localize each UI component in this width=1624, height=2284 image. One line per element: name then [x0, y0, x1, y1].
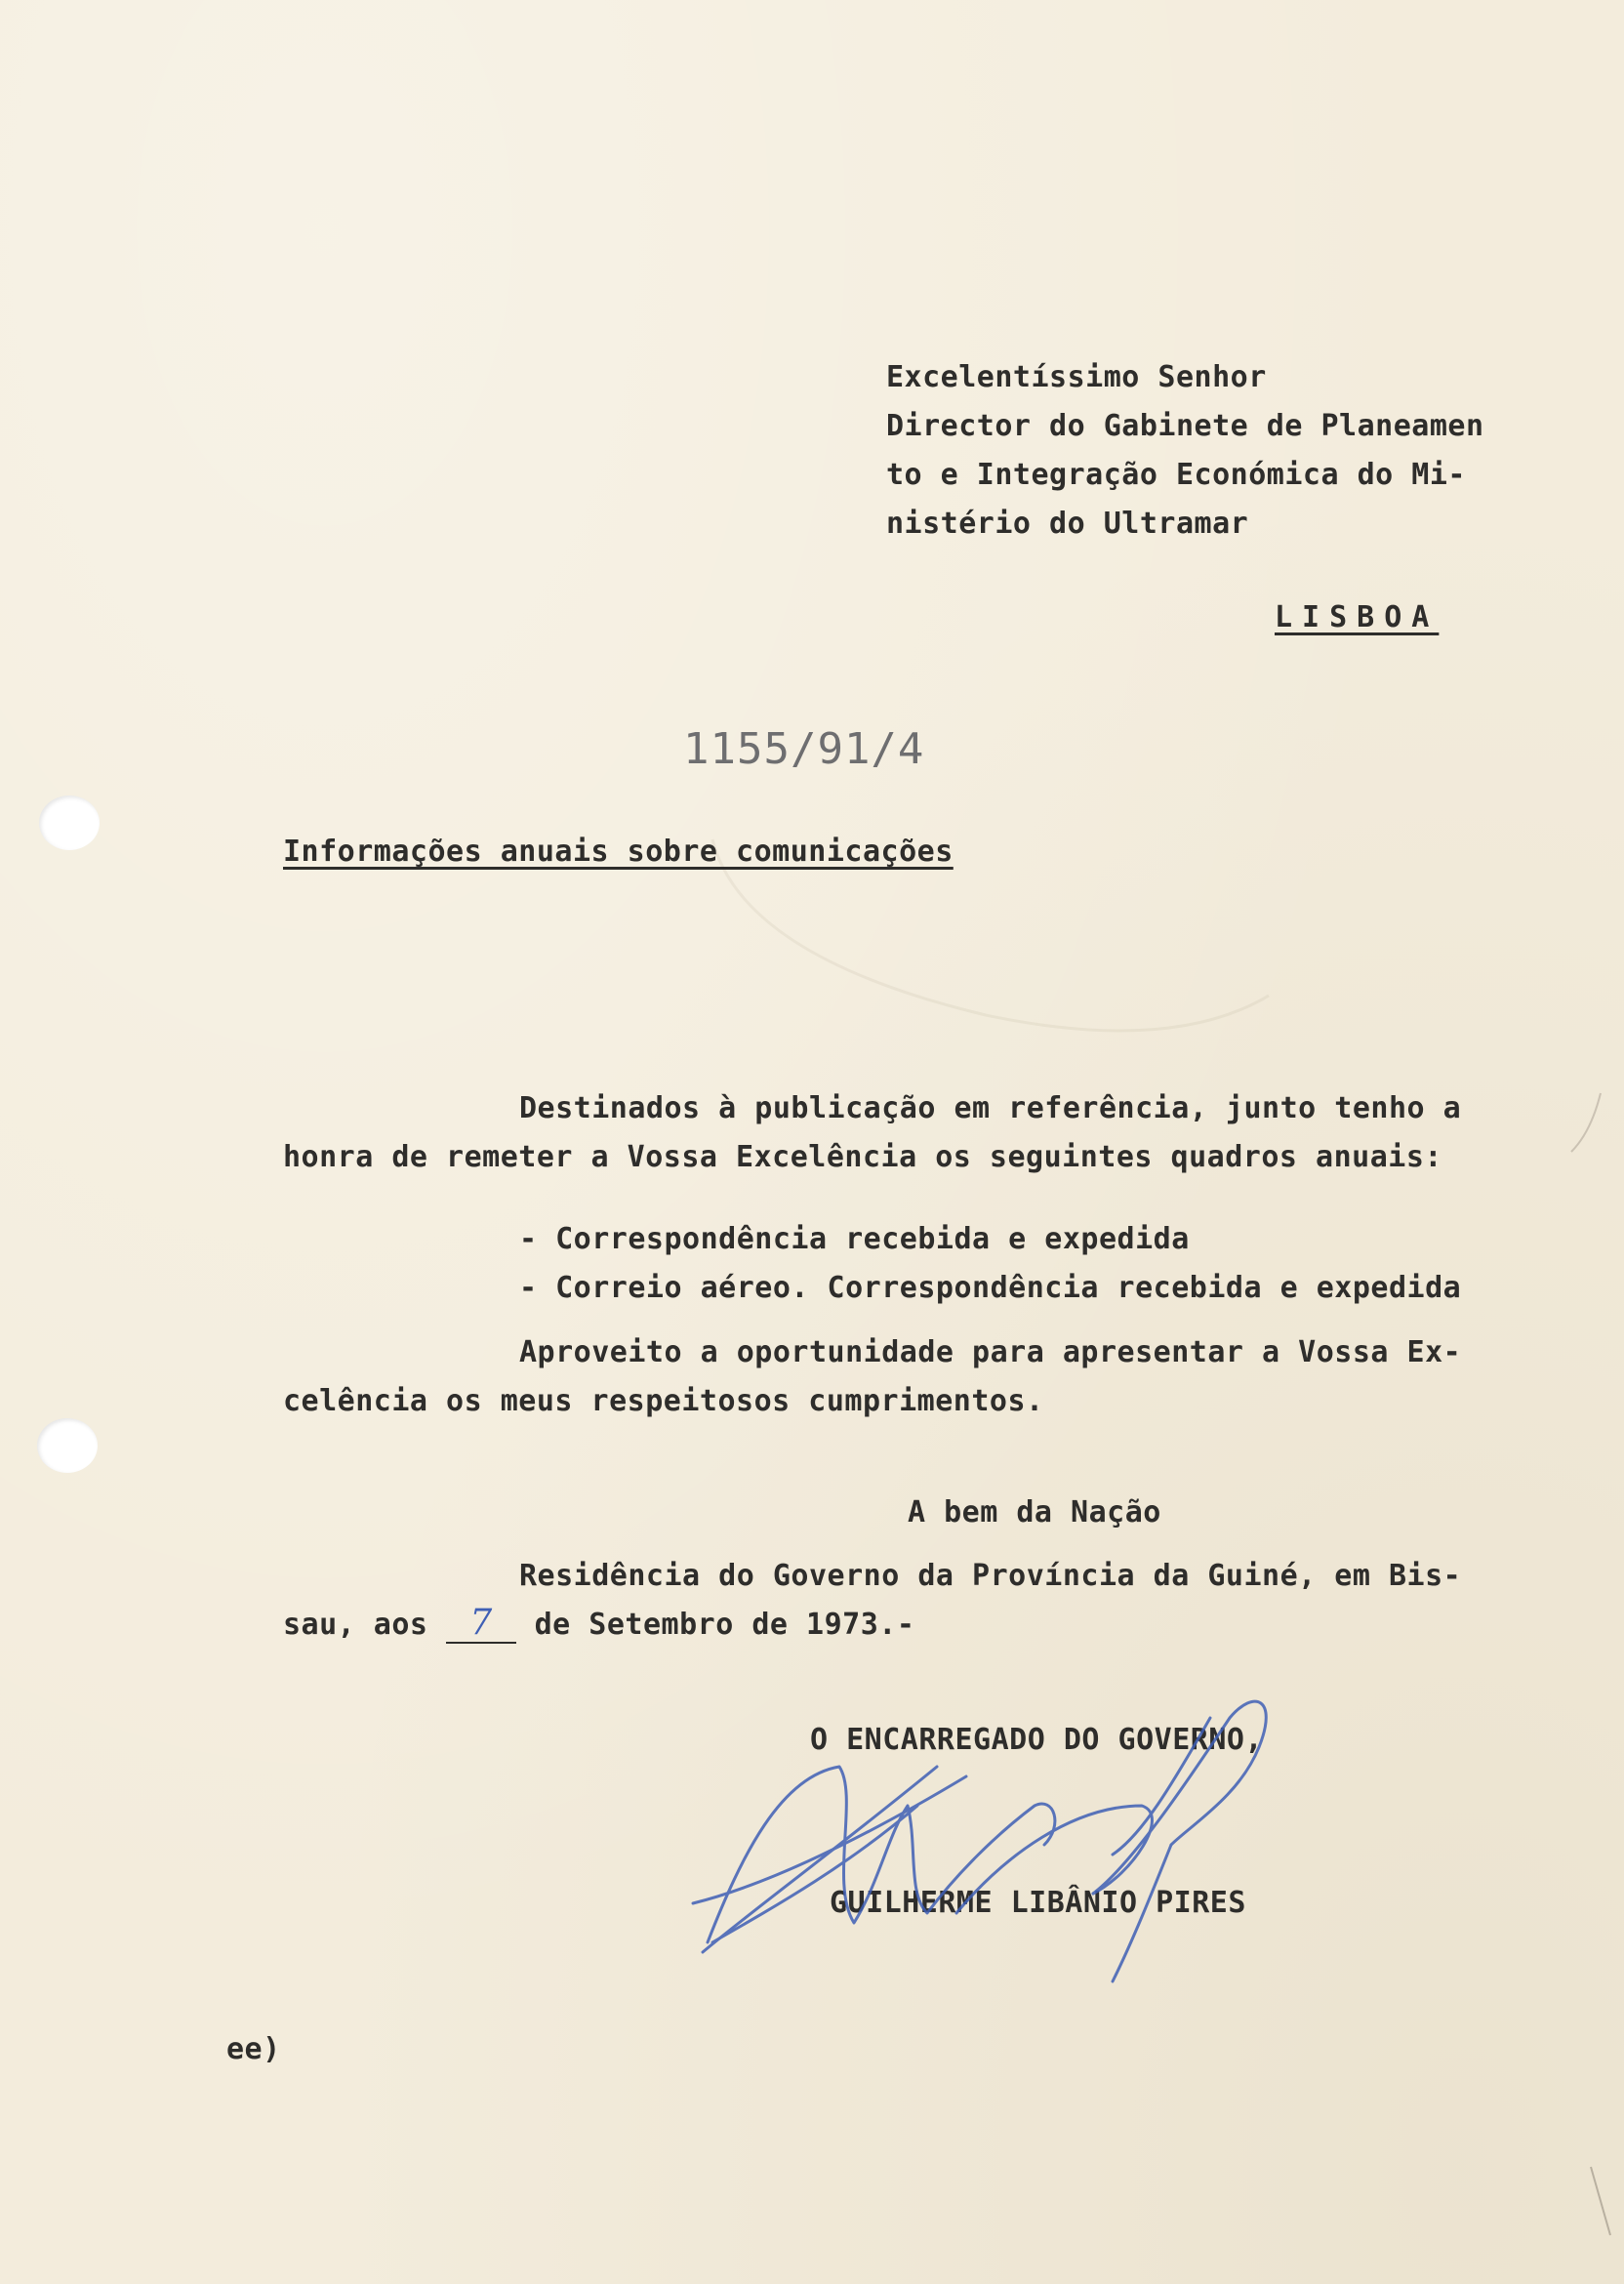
- paragraph-line: celência os meus respeitosos cumprimentos.: [283, 1384, 1044, 1418]
- date-prefix: sau, aos: [283, 1608, 447, 1642]
- addressee-line: nistério do Ultramar: [886, 507, 1249, 541]
- closing-formula: A bem da Nação: [908, 1495, 1161, 1529]
- punch-hole: [39, 795, 100, 850]
- addressee-line: to e Integração Económica do Mi-: [886, 458, 1466, 492]
- list-item: - Correspondência recebida e expedida: [519, 1222, 1190, 1256]
- addressee-block: [886, 353, 1484, 549]
- subject-line: Informações anuais sobre comunicações: [283, 835, 954, 869]
- reference-number-stamp: 1155/91/4: [683, 724, 925, 774]
- enclosures-list: [519, 1215, 1461, 1313]
- addressee-line: Excelentíssimo Senhor: [886, 360, 1267, 394]
- handwritten-day: [446, 1603, 516, 1644]
- list-item: - Correio aéreo. Correspondência recebida e expedida: [519, 1271, 1462, 1305]
- paragraph-line: Aproveito a oportunidade para apresentar a Vossa Ex-: [519, 1335, 1462, 1369]
- place-line: Residência do Governo da Província da Guiné, em Bis-: [519, 1559, 1462, 1593]
- handwritten-signature: [683, 1659, 1347, 2011]
- paragraph-line: Destinados à publicação em referência, junto tenho a: [519, 1091, 1462, 1125]
- signatory-role: O ENCARREGADO DO GOVERNO,: [810, 1723, 1264, 1757]
- paragraph-intro: [283, 1084, 1461, 1182]
- date-suffix: de Setembro de 1973.-: [516, 1608, 915, 1642]
- signatory-name: GUILHERME LIBÂNIO PIRES: [830, 1886, 1246, 1920]
- destination-city: LISBOA: [1275, 600, 1440, 634]
- addressee-line: Director do Gabinete de Planeamen: [886, 409, 1484, 443]
- punch-hole: [37, 1418, 98, 1473]
- typist-initials: ee): [226, 2032, 281, 2066]
- paragraph-greeting: [283, 1328, 1461, 1426]
- date-line: [283, 1601, 1461, 1650]
- paragraph-line: honra de remeter a Vossa Excelência os seguintes quadros anuais:: [283, 1140, 1442, 1174]
- day-value: 7: [469, 1603, 493, 1643]
- place-and-date: [283, 1552, 1461, 1650]
